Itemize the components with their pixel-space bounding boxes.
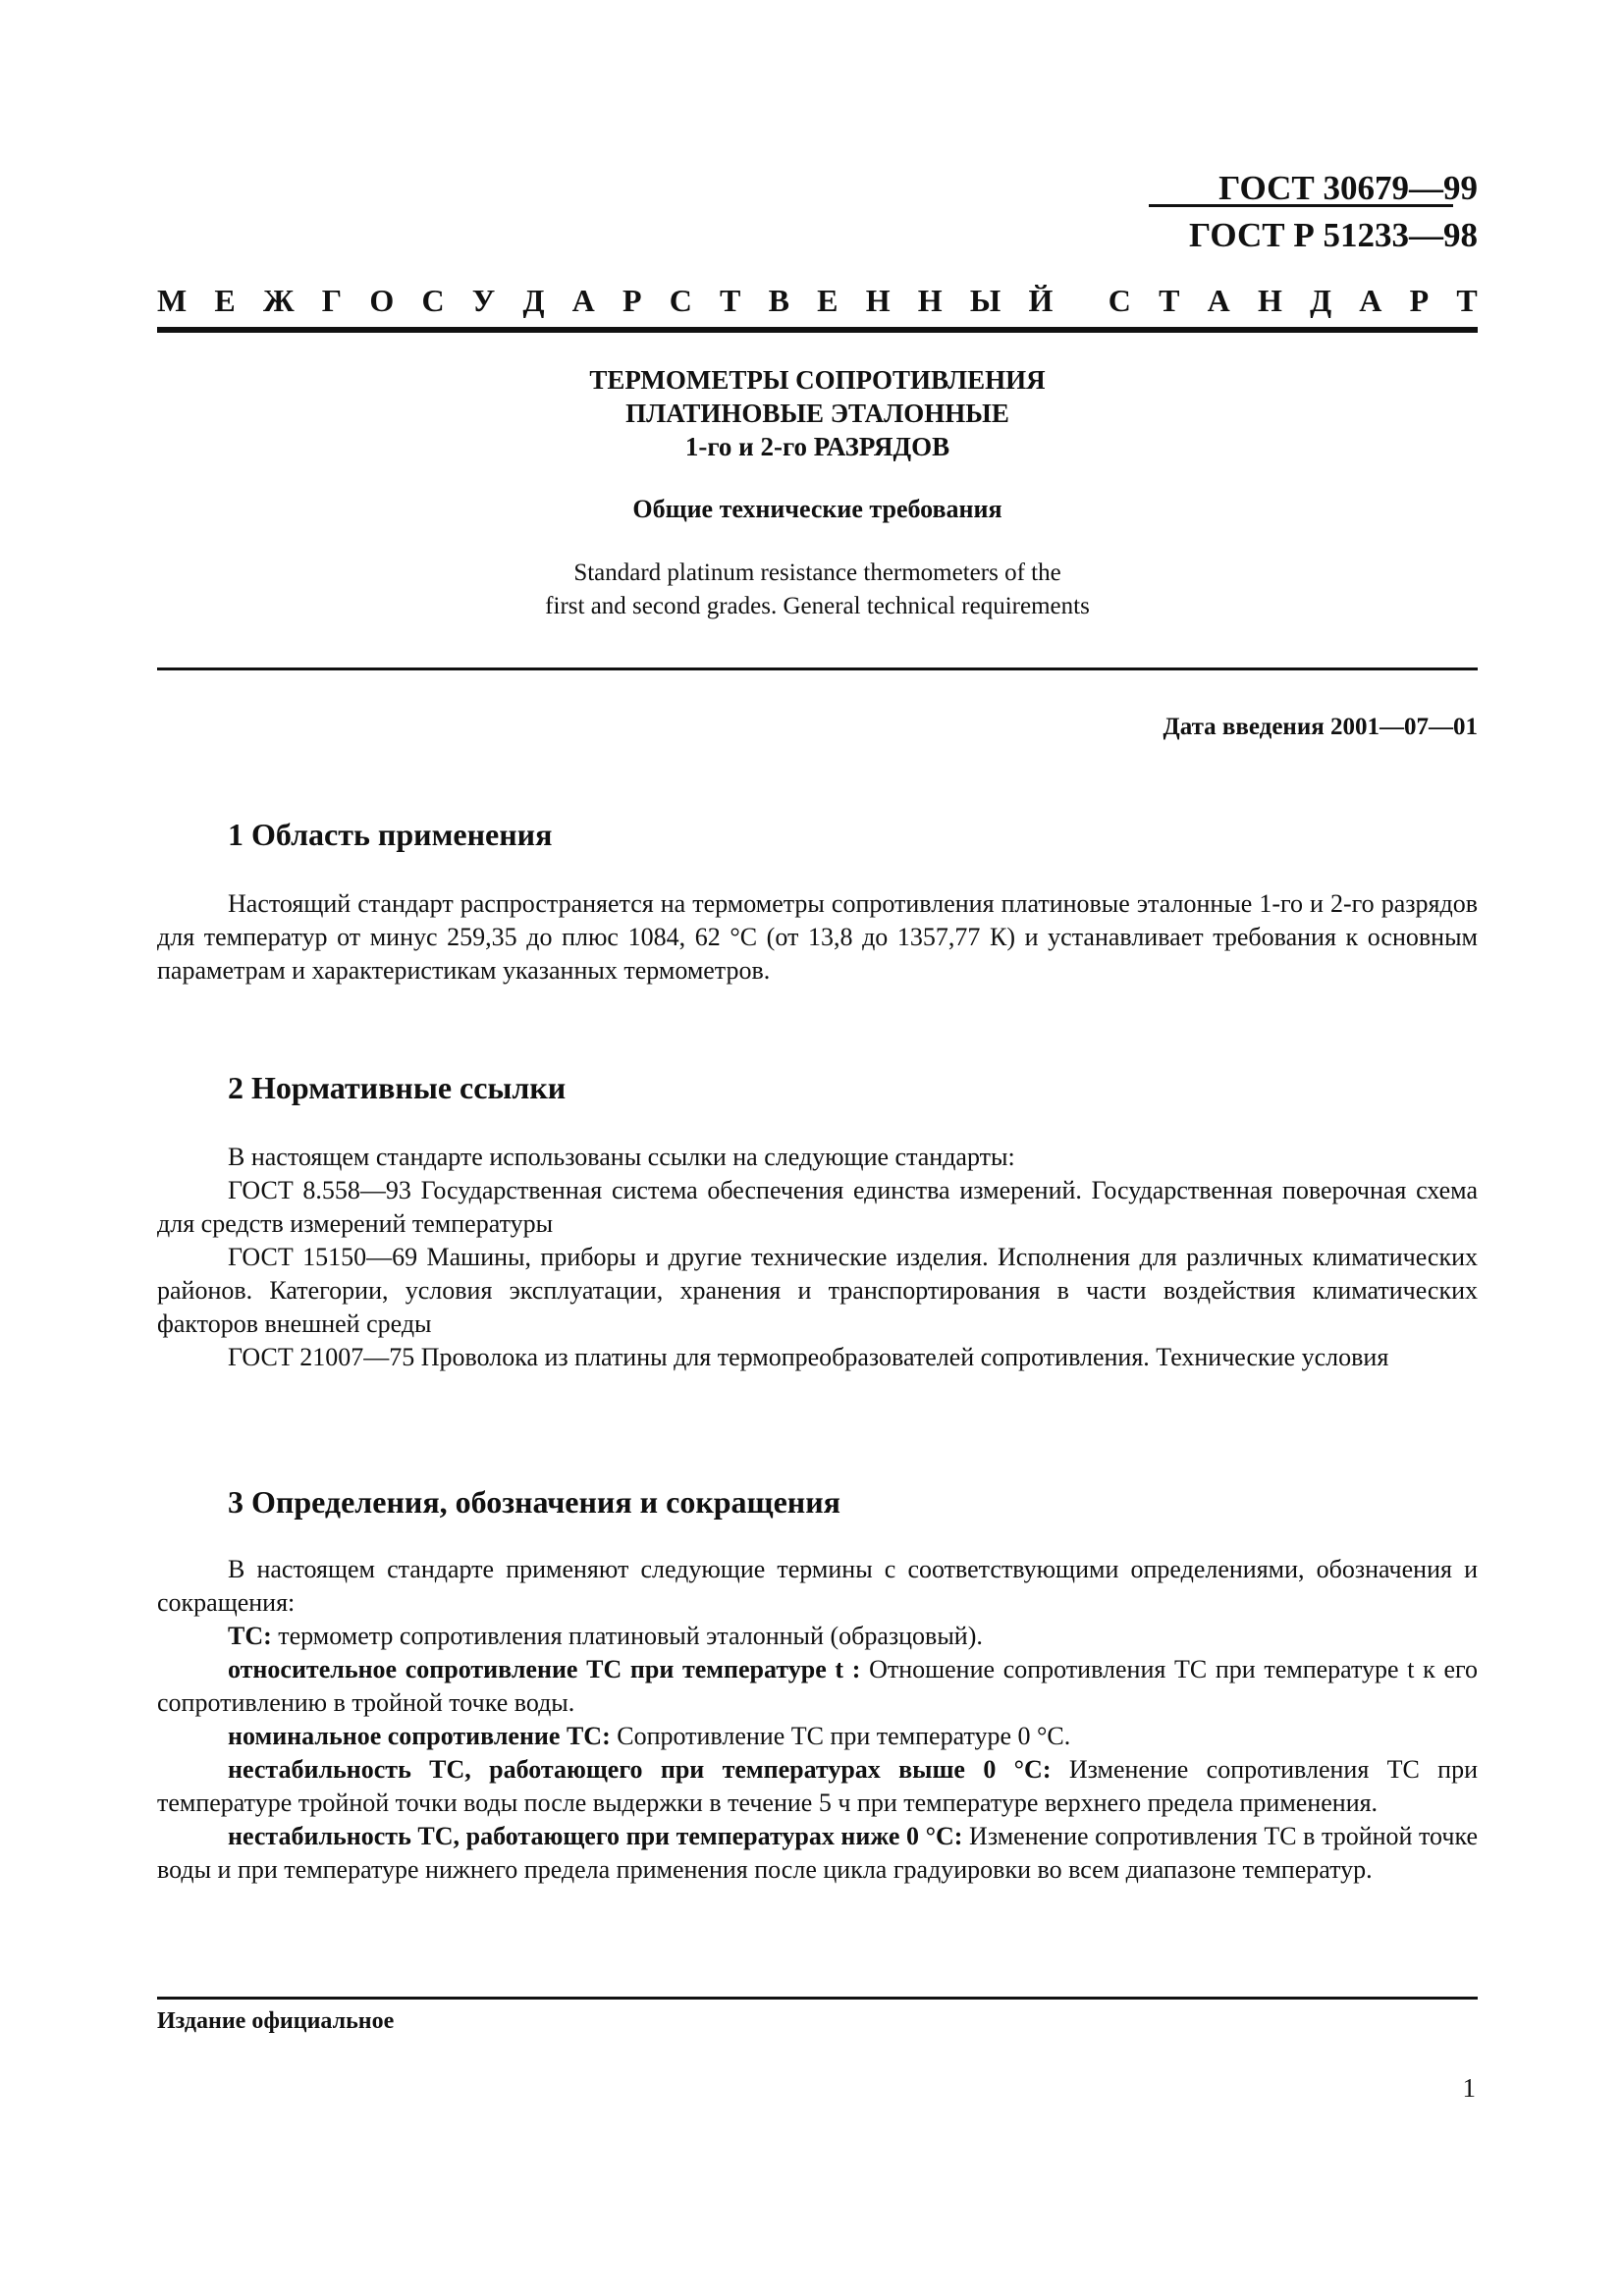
title-line-3: 1-го и 2-го РАЗРЯДОВ xyxy=(684,432,950,461)
document-title xyxy=(157,363,1478,463)
banner-letter: Е xyxy=(214,283,236,318)
section-2-body xyxy=(157,1141,1478,1374)
banner-letter: А xyxy=(1207,283,1230,318)
section-2-heading: 2 Нормативные ссылки xyxy=(228,1070,567,1105)
definition-text: Сопротивление ТС при температуре 0 °С. xyxy=(610,1722,1071,1750)
english-title-line-2: first and second grades. General technical requirements xyxy=(545,593,1090,619)
definition-tc xyxy=(157,1620,1478,1653)
definition-instability-above-zero xyxy=(157,1753,1478,1820)
title-line-1: ТЕРМОМЕТРЫ СОПРОТИВЛЕНИЯ xyxy=(589,365,1046,395)
section-1-heading: 1 Область применения xyxy=(228,817,553,852)
page-number: 1 xyxy=(1462,2073,1476,2103)
banner-letter: Ы xyxy=(969,283,1001,318)
banner-letter: М xyxy=(157,283,188,318)
banner-letter: В xyxy=(768,283,789,318)
banner-letter: О xyxy=(369,283,395,318)
banner-letter: Т xyxy=(1159,283,1180,318)
section-1-paragraph: Настоящий стандарт распространяется на термометры сопротивления платиновые эталонные 1-го и 2-го разрядов для температур от минус 259,35 до плюс 1084, 62 °С (от 13,8 до 1357,77 К) и устанавливает требования к основным параметрам и характеристикам указанных термометров. xyxy=(157,889,1478,985)
banner-letter: С xyxy=(669,283,692,318)
document-subtitle: Общие технические требования xyxy=(632,495,1002,523)
section-3-heading: 3 Определения, обозначения и сокращения xyxy=(228,1484,840,1520)
title-line-2: ПЛАТИНОВЫЕ ЭТАЛОННЫЕ xyxy=(625,399,1009,428)
banner-letter: С xyxy=(1108,283,1131,318)
definition-term: номинальное сопротивление ТС: xyxy=(228,1722,611,1750)
banner-letter: А xyxy=(1359,283,1382,318)
definition-term: нестабильность ТС, работающего при температурах ниже 0 °С: xyxy=(228,1822,963,1850)
english-title xyxy=(157,557,1478,623)
section-1-body xyxy=(157,887,1478,988)
intro-date: Дата введения 2001—07—01 xyxy=(1163,714,1478,740)
section-2-paragraph-4: ГОСТ 21007—75 Проволока из платины для термопреобразователей сопротивления. Технические условия xyxy=(228,1343,1389,1371)
header-thick-rule xyxy=(157,327,1478,333)
gost-code-primary: ГОСТ 30679—99 xyxy=(1218,169,1478,207)
banner-letter: Д xyxy=(522,283,545,318)
banner-letter: Е xyxy=(817,283,839,318)
english-title-line-1: Standard platinum resistance thermometers of the xyxy=(573,560,1061,586)
banner-letter: Н xyxy=(1257,283,1282,318)
section-3-paragraph-1: В настоящем стандарте применяют следующие термины с соответствующими определениями, обозначения и сокращения: xyxy=(157,1555,1478,1617)
gost-codes xyxy=(1189,165,1478,259)
definition-term: относительное сопротивление ТС при температуре t : xyxy=(228,1655,861,1683)
banner-letter: Н xyxy=(865,283,891,318)
definition-text: Изменение сопротивления ТС при температуре тройной точки воды после выдержки в течение 5 ч при температуре верхнего предела применения. xyxy=(157,1755,1478,1817)
interstate-standard-banner xyxy=(157,283,1478,319)
banner-letter: Ж xyxy=(262,283,295,318)
banner-letter: Д xyxy=(1310,283,1332,318)
banner-letter: А xyxy=(571,283,595,318)
banner-letter: С xyxy=(421,283,445,318)
section-2-paragraph-1: В настоящем стандарте использованы ссылки на следующие стандарты: xyxy=(228,1143,1015,1171)
definition-term: ТС: xyxy=(228,1622,272,1650)
section-2-paragraph-2: ГОСТ 8.558—93 Государственная система обеспечения единства измерений. Государственная поверочная схема для средств измерений температуры xyxy=(157,1176,1478,1238)
official-edition-label: Издание официальное xyxy=(157,2008,395,2034)
banner-letter: Р xyxy=(1409,283,1430,318)
definition-text: Отношение сопротивления ТС при температуре t к его сопротивлению в тройной точке воды. xyxy=(157,1655,1478,1717)
definition-relative-resistance xyxy=(157,1653,1478,1720)
section-3-body xyxy=(157,1553,1478,1887)
gost-code-secondary: ГОСТ Р 51233—98 xyxy=(1188,216,1478,254)
banner-letter: Т xyxy=(1456,283,1478,318)
definition-term: нестабильность ТС, работающего при температурах выше 0 °С: xyxy=(228,1755,1052,1784)
banner-letter: У xyxy=(471,283,496,318)
banner-letter: Й xyxy=(1028,283,1054,318)
definition-nominal-resistance xyxy=(157,1720,1478,1753)
definition-text: термометр сопротивления платиновый эталонный (образцовый). xyxy=(271,1622,983,1650)
section-2-paragraph-3: ГОСТ 15150—69 Машины, приборы и другие технические изделия. Исполнения для различных климатических районов. Категории, условия эксплуатации, хранения и транспортирования в части воздействия климатических факторов внешней среды xyxy=(157,1243,1478,1338)
definition-instability-below-zero xyxy=(157,1820,1478,1887)
title-bottom-rule xyxy=(157,667,1478,670)
footer-rule xyxy=(157,1997,1478,2000)
banner-letter: Г xyxy=(321,283,343,318)
banner-letter: Т xyxy=(720,283,741,318)
definition-text: Изменение сопротивления ТС в тройной точке воды и при температуре нижнего предела применения после цикла градуировки во всем диапазоне температур. xyxy=(157,1822,1478,1884)
banner-letter: Р xyxy=(622,283,642,318)
banner-letter: Н xyxy=(917,283,943,318)
